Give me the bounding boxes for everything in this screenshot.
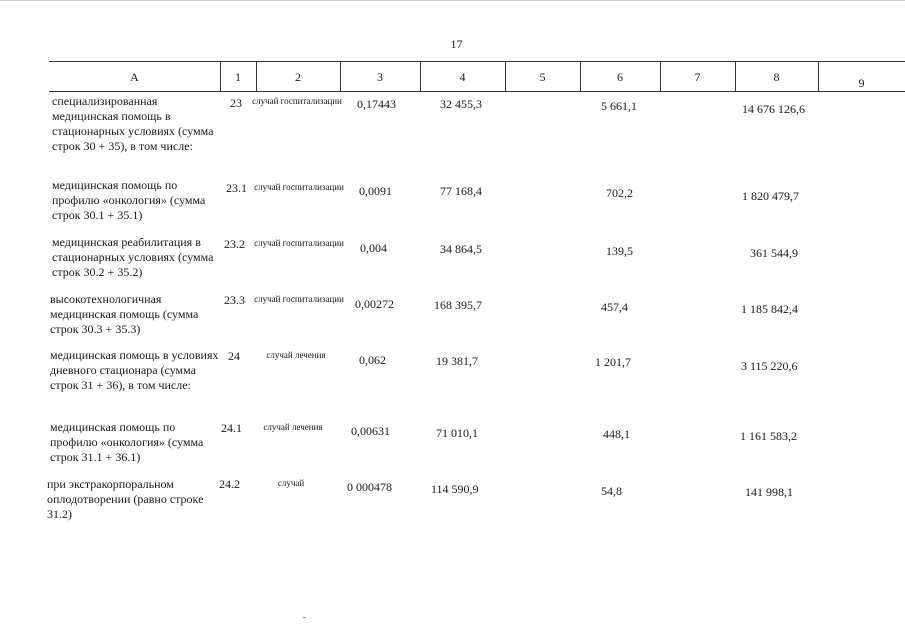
page-top-edge bbox=[0, 0, 905, 1]
row-description: медицинская помощь в условиях дневного стационара (сумма строк 31 + 36), в том числе: bbox=[50, 348, 219, 392]
row-col-6: 5 661,1 bbox=[601, 99, 637, 113]
header-col-8: 8 bbox=[773, 70, 780, 84]
header-col-9: 9 bbox=[858, 76, 865, 90]
row-col-6: 457,4 bbox=[601, 300, 628, 314]
row-col-8: 361 544,9 bbox=[750, 246, 798, 260]
row-description: высокотехнологичная медицинская помощь (сумма строк 30.3 + 35.3) bbox=[50, 292, 199, 336]
row-unit: случай госпитализации bbox=[254, 238, 344, 248]
row-description: медицинская помощь по профилю «онкология» (сумма строк 30.1 + 35.1) bbox=[52, 178, 206, 222]
page-number: 17 bbox=[450, 37, 463, 51]
row-col-6: 448,1 bbox=[603, 427, 630, 441]
header-col-7: 7 bbox=[694, 70, 701, 84]
header-top-border bbox=[49, 61, 905, 62]
row-col-6: 702,2 bbox=[606, 186, 633, 200]
row-unit: случай госпитализации bbox=[254, 182, 344, 192]
row-col-8: 1 820 479,7 bbox=[742, 189, 799, 203]
row-unit: случай bbox=[277, 478, 305, 488]
row-description: при экстракорпоральном оплодотворении (равно строке 31.2) bbox=[47, 477, 204, 521]
row-code: 23.3 bbox=[224, 293, 245, 307]
row-col-3: 0,17443 bbox=[357, 97, 396, 111]
row-col-3: 0,00631 bbox=[351, 424, 390, 438]
header-col-2: 2 bbox=[295, 70, 301, 84]
row-unit: случай лечения bbox=[266, 350, 326, 360]
row-col-4: 168 395,7 bbox=[434, 298, 482, 312]
row-col-4: 71 010,1 bbox=[436, 426, 478, 440]
row-col-3: 0 000478 bbox=[347, 480, 392, 494]
row-code: 23 bbox=[230, 96, 242, 110]
row-col-4: 32 455,3 bbox=[440, 97, 482, 111]
row-code: 23.2 bbox=[224, 237, 245, 251]
row-col-6: 54,8 bbox=[601, 484, 622, 498]
row-col-3: 0,00272 bbox=[355, 297, 394, 311]
row-code: 23.1 bbox=[226, 181, 247, 195]
row-col-8: 1 161 583,2 bbox=[740, 429, 797, 443]
row-unit: случай госпитализации bbox=[254, 294, 344, 304]
row-col-8: 3 115 220,6 bbox=[741, 359, 798, 373]
row-description: специализированная медицинская помощь в стационарных условиях (сумма строк 30 + 35), в том числе: bbox=[52, 94, 214, 153]
row-unit: случай госпитализации bbox=[252, 96, 342, 106]
row-col-8: 1 185 842,4 bbox=[741, 302, 798, 316]
header-col-a: А bbox=[130, 70, 139, 84]
row-col-4: 19 381,7 bbox=[436, 354, 478, 368]
header-col-6: 6 bbox=[617, 70, 623, 84]
row-col-8: 14 676 126,6 bbox=[742, 102, 805, 116]
row-description: медицинская реабилитация в стационарных условиях (сумма строк 30.2 + 35.2) bbox=[52, 235, 214, 279]
row-col-6: 139,5 bbox=[606, 244, 633, 258]
scan-artifact bbox=[303, 617, 306, 618]
row-description: медицинская помощь по профилю «онкология» (сумма строк 31.1 + 36.1) bbox=[50, 420, 204, 464]
row-unit: случай лечения bbox=[263, 422, 323, 432]
row-code: 24.1 bbox=[221, 421, 242, 435]
row-code: 24 bbox=[228, 349, 240, 363]
header-col-5: 5 bbox=[539, 70, 546, 84]
row-col-6: 1 201,7 bbox=[595, 355, 631, 369]
header-col-3: 3 bbox=[377, 70, 383, 84]
header-col-4: 4 bbox=[459, 70, 466, 84]
row-code: 24.2 bbox=[219, 477, 240, 491]
header-col-1: 1 bbox=[235, 70, 241, 84]
row-col-4: 34 864,5 bbox=[440, 242, 482, 256]
row-col-3: 0,004 bbox=[360, 241, 387, 255]
header-bottom-border bbox=[49, 91, 905, 92]
row-col-4: 77 168,4 bbox=[440, 184, 482, 198]
row-col-3: 0,062 bbox=[359, 353, 386, 367]
row-col-3: 0,0091 bbox=[359, 184, 392, 198]
row-col-8: 141 998,1 bbox=[745, 485, 793, 499]
row-col-4: 114 590,9 bbox=[431, 482, 479, 496]
